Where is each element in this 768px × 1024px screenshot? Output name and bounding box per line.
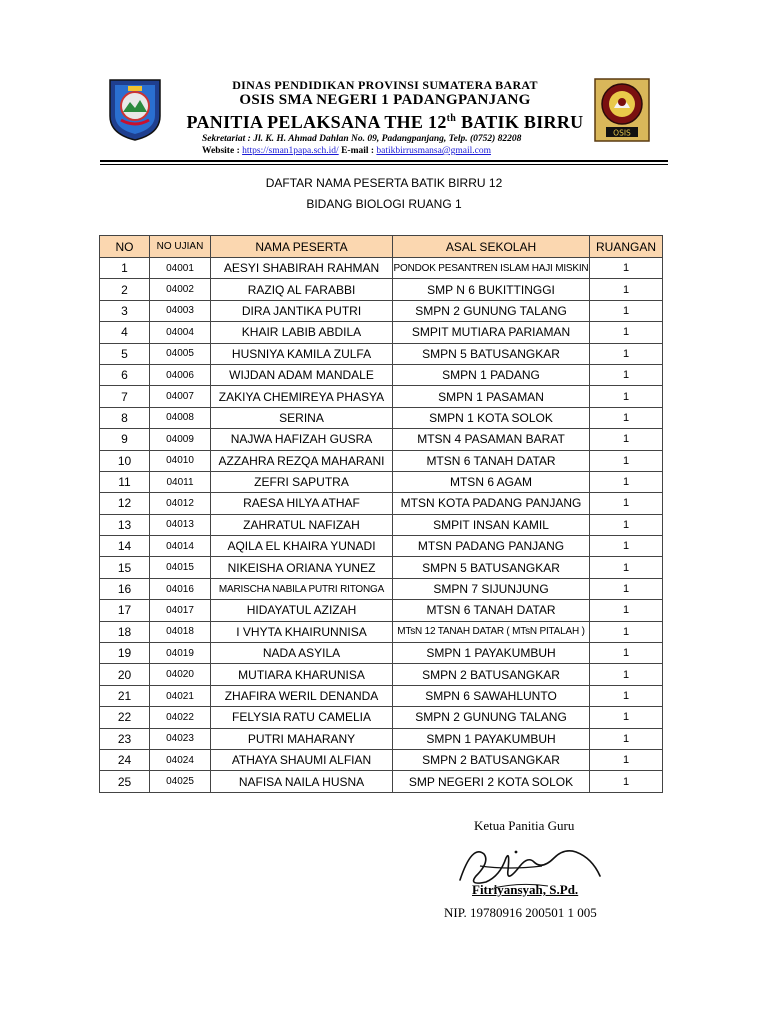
cell-asal-sekolah: SMPIT MUTIARA PARIAMAN — [393, 322, 590, 343]
cell-nama-peserta: ATHAYA SHAUMI ALFIAN — [211, 749, 393, 770]
cell-no-ujian: 04010 — [150, 450, 211, 471]
cell-ruangan: 1 — [590, 493, 663, 514]
cell-no: 19 — [100, 643, 150, 664]
cell-asal-sekolah: SMPN 7 SIJUNJUNG — [393, 578, 590, 599]
cell-nama-peserta: DIRA JANTIKA PUTRI — [211, 300, 393, 321]
cell-asal-sekolah: SMP N 6 BUKITTINGGI — [393, 279, 590, 300]
cell-ruangan: 1 — [590, 643, 663, 664]
cell-no: 4 — [100, 322, 150, 343]
table-row — [100, 749, 663, 770]
cell-ruangan: 1 — [590, 771, 663, 792]
cell-no: 22 — [100, 707, 150, 728]
cell-ruangan: 1 — [590, 450, 663, 471]
table-row — [100, 450, 663, 471]
cell-asal-sekolah: SMPN 1 PASAMAN — [393, 386, 590, 407]
cell-nama-peserta: WIJDAN ADAM MANDALE — [211, 364, 393, 385]
cell-no-ujian: 04021 — [150, 685, 211, 706]
cell-ruangan: 1 — [590, 685, 663, 706]
cell-no: 1 — [100, 258, 150, 279]
cell-no-ujian: 04005 — [150, 343, 211, 364]
cell-nama-peserta: AESYI SHABIRAH RAHMAN — [211, 258, 393, 279]
cell-no: 3 — [100, 300, 150, 321]
table-row — [100, 707, 663, 728]
cell-nama-peserta: ZHAFIRA WERIL DENANDA — [211, 685, 393, 706]
cell-ruangan: 1 — [590, 364, 663, 385]
cell-no-ujian: 04024 — [150, 749, 211, 770]
province-emblem-icon — [106, 76, 164, 142]
cell-no: 23 — [100, 728, 150, 749]
signer-role: Ketua Panitia Guru — [474, 818, 575, 833]
participant-table — [99, 235, 663, 793]
header-ruangan: RUANGAN — [590, 236, 663, 258]
cell-nama-peserta: NADA ASYILA — [211, 643, 393, 664]
cell-ruangan: 1 — [590, 536, 663, 557]
cell-no: 5 — [100, 343, 150, 364]
contact-line: Website : https://sman1papa.sch.id/ E-mail : batikbirrusmansa@gmail.com — [202, 146, 491, 156]
table-row — [100, 429, 663, 450]
cell-no-ujian: 04025 — [150, 771, 211, 792]
cell-asal-sekolah: SMPN 1 PAYAKUMBUH — [393, 643, 590, 664]
cell-asal-sekolah: MTSN 4 PASAMAN BARAT — [393, 429, 590, 450]
cell-nama-peserta: PUTRI MAHARANY — [211, 728, 393, 749]
cell-asal-sekolah: SMPIT INSAN KAMIL — [393, 514, 590, 535]
osis-logo-icon — [594, 78, 650, 142]
table-row — [100, 322, 663, 343]
cell-asal-sekolah: SMPN 5 BATUSANGKAR — [393, 343, 590, 364]
cell-no-ujian: 04015 — [150, 557, 211, 578]
organization-name: OSIS SMA NEGERI 1 PADANGPANJANG — [239, 92, 531, 108]
cell-nama-peserta: HIDAYATUL AZIZAH — [211, 600, 393, 621]
cell-no: 17 — [100, 600, 150, 621]
cell-no: 13 — [100, 514, 150, 535]
cell-asal-sekolah: MTsN 12 TANAH DATAR ( MTsN PITALAH ) — [393, 621, 590, 642]
cell-asal-sekolah: PONDOK PESANTREN ISLAM HAJI MISKIN — [393, 258, 590, 279]
cell-no: 21 — [100, 685, 150, 706]
cell-ruangan: 1 — [590, 707, 663, 728]
cell-no: 6 — [100, 364, 150, 385]
header-nama-peserta: NAMA PESERTA — [211, 236, 393, 258]
committee-name: PANITIA PELAKSANA THE 12th BATIK BIRRU — [186, 112, 584, 132]
cell-nama-peserta: RAESA HILYA ATHAF — [211, 493, 393, 514]
cell-nama-peserta: NAJWA HAFIZAH GUSRA — [211, 429, 393, 450]
cell-nama-peserta: ZEFRI SAPUTRA — [211, 471, 393, 492]
table-header-row — [100, 236, 663, 258]
osis-logo-label: OSIS — [613, 128, 631, 138]
table-row — [100, 685, 663, 706]
letterhead-rule — [100, 160, 668, 162]
cell-nama-peserta: SERINA — [211, 407, 393, 428]
table-row — [100, 536, 663, 557]
cell-asal-sekolah: SMPN 6 SAWAHLUNTO — [393, 685, 590, 706]
cell-no-ujian: 04001 — [150, 258, 211, 279]
table-row — [100, 578, 663, 599]
cell-asal-sekolah: MTSN 6 TANAH DATAR — [393, 450, 590, 471]
email-link[interactable]: batikbirrusmansa@gmail.com — [376, 146, 491, 156]
cell-no-ujian: 04006 — [150, 364, 211, 385]
cell-no-ujian: 04008 — [150, 407, 211, 428]
cell-ruangan: 1 — [590, 557, 663, 578]
cell-no: 11 — [100, 471, 150, 492]
cell-asal-sekolah: MTSN PADANG PANJANG — [393, 536, 590, 557]
cell-nama-peserta: AZZAHRA REZQA MAHARANI — [211, 450, 393, 471]
cell-asal-sekolah: SMPN 2 BATUSANGKAR — [393, 664, 590, 685]
cell-ruangan: 1 — [590, 471, 663, 492]
cell-no: 10 — [100, 450, 150, 471]
cell-nama-peserta: AQILA EL KHAIRA YUNADI — [211, 536, 393, 557]
document-subtitle: BIDANG BIOLOGI RUANG 1 — [306, 197, 462, 211]
cell-nama-peserta: RAZIQ AL FARABBI — [211, 279, 393, 300]
cell-asal-sekolah: SMPN 2 BATUSANGKAR — [393, 749, 590, 770]
cell-no: 16 — [100, 578, 150, 599]
cell-ruangan: 1 — [590, 728, 663, 749]
cell-no-ujian: 04002 — [150, 279, 211, 300]
cell-ruangan: 1 — [590, 429, 663, 450]
cell-no: 24 — [100, 749, 150, 770]
cell-nama-peserta: MUTIARA KHARUNISA — [211, 664, 393, 685]
cell-no: 18 — [100, 621, 150, 642]
table-row — [100, 386, 663, 407]
cell-ruangan: 1 — [590, 343, 663, 364]
cell-no-ujian: 04014 — [150, 536, 211, 557]
cell-no-ujian: 04003 — [150, 300, 211, 321]
cell-no-ujian: 04018 — [150, 621, 211, 642]
cell-asal-sekolah: SMPN 5 BATUSANGKAR — [393, 557, 590, 578]
cell-no-ujian: 04012 — [150, 493, 211, 514]
cell-no-ujian: 04020 — [150, 664, 211, 685]
cell-ruangan: 1 — [590, 664, 663, 685]
cell-no-ujian: 04022 — [150, 707, 211, 728]
table-row — [100, 364, 663, 385]
cell-no: 15 — [100, 557, 150, 578]
cell-ruangan: 1 — [590, 578, 663, 599]
cell-no-ujian: 04013 — [150, 514, 211, 535]
cell-nama-peserta: KHAIR LABIB ABDILA — [211, 322, 393, 343]
cell-asal-sekolah: SMPN 2 GUNUNG TALANG — [393, 707, 590, 728]
cell-ruangan: 1 — [590, 621, 663, 642]
cell-asal-sekolah: MTSN 6 AGAM — [393, 471, 590, 492]
signer-nip: NIP. 19780916 200501 1 005 — [444, 905, 597, 920]
table-row — [100, 279, 663, 300]
cell-ruangan: 1 — [590, 386, 663, 407]
cell-ruangan: 1 — [590, 300, 663, 321]
document-title: DAFTAR NAMA PESERTA BATIK BIRRU 12 — [265, 176, 503, 190]
cell-nama-peserta: I VHYTA KHAIRUNNISA — [211, 621, 393, 642]
cell-ruangan: 1 — [590, 407, 663, 428]
cell-no-ujian: 04019 — [150, 643, 211, 664]
website-link[interactable]: https://sman1papa.sch.id/ — [242, 146, 339, 156]
cell-ruangan: 1 — [590, 279, 663, 300]
table-row — [100, 514, 663, 535]
cell-no-ujian: 04004 — [150, 322, 211, 343]
cell-nama-peserta: ZAKIYA CHEMIREYA PHASYA — [211, 386, 393, 407]
cell-nama-peserta: ZAHRATUL NAFIZAH — [211, 514, 393, 535]
table-row — [100, 621, 663, 642]
cell-nama-peserta: FELYSIA RATU CAMELIA — [211, 707, 393, 728]
letterhead-text — [180, 72, 590, 157]
table-row — [100, 557, 663, 578]
cell-no: 9 — [100, 429, 150, 450]
table-row — [100, 300, 663, 321]
table-row — [100, 643, 663, 664]
cell-no: 25 — [100, 771, 150, 792]
cell-asal-sekolah: SMPN 1 PADANG — [393, 364, 590, 385]
cell-nama-peserta: MARISCHA NABILA PUTRI RITONGA — [211, 578, 393, 599]
cell-no-ujian: 04017 — [150, 600, 211, 621]
cell-asal-sekolah: SMPN 1 PAYAKUMBUH — [393, 728, 590, 749]
table-row — [100, 600, 663, 621]
cell-ruangan: 1 — [590, 514, 663, 535]
cell-no-ujian: 04009 — [150, 429, 211, 450]
header-asal-sekolah: ASAL SEKOLAH — [393, 236, 590, 258]
cell-no: 12 — [100, 493, 150, 514]
agency-name: DINAS PENDIDIKAN PROVINSI SUMATERA BARAT — [232, 78, 538, 92]
table-row — [100, 771, 663, 792]
table-body — [100, 258, 663, 793]
cell-ruangan: 1 — [590, 600, 663, 621]
table-row — [100, 728, 663, 749]
cell-no-ujian: 04023 — [150, 728, 211, 749]
letterhead-rule-thin — [100, 164, 668, 165]
cell-asal-sekolah: SMP NEGERI 2 KOTA SOLOK — [393, 771, 590, 792]
cell-nama-peserta: HUSNIYA KAMILA ZULFA — [211, 343, 393, 364]
cell-no: 7 — [100, 386, 150, 407]
table-row — [100, 258, 663, 279]
cell-ruangan: 1 — [590, 749, 663, 770]
cell-asal-sekolah: SMPN 1 KOTA SOLOK — [393, 407, 590, 428]
cell-nama-peserta: NIKEISHA ORIANA YUNEZ — [211, 557, 393, 578]
cell-asal-sekolah: SMPN 2 GUNUNG TALANG — [393, 300, 590, 321]
cell-ruangan: 1 — [590, 258, 663, 279]
cell-no-ujian: 04016 — [150, 578, 211, 599]
header-no-ujian: NO UJIAN — [150, 236, 211, 258]
address-line: Sekretariat : Jl. K. H. Ahmad Dahlan No. 09, Padangpanjang, Telp. (0752) 82208 — [202, 134, 522, 144]
cell-no-ujian: 04011 — [150, 471, 211, 492]
letterhead — [100, 72, 668, 162]
table-row — [100, 471, 663, 492]
table-row — [100, 493, 663, 514]
cell-asal-sekolah: MTSN 6 TANAH DATAR — [393, 600, 590, 621]
signer-name: Fitriyansyah, S.Pd. — [472, 882, 579, 897]
cell-nama-peserta: NAFISA NAILA HUSNA — [211, 771, 393, 792]
cell-no: 20 — [100, 664, 150, 685]
cell-no: 14 — [100, 536, 150, 557]
cell-asal-sekolah: MTSN KOTA PADANG PANJANG — [393, 493, 590, 514]
cell-no-ujian: 04007 — [150, 386, 211, 407]
table-row — [100, 343, 663, 364]
cell-ruangan: 1 — [590, 322, 663, 343]
header-no: NO — [100, 236, 150, 258]
cell-no: 8 — [100, 407, 150, 428]
table-row — [100, 407, 663, 428]
table-row — [100, 664, 663, 685]
cell-no: 2 — [100, 279, 150, 300]
